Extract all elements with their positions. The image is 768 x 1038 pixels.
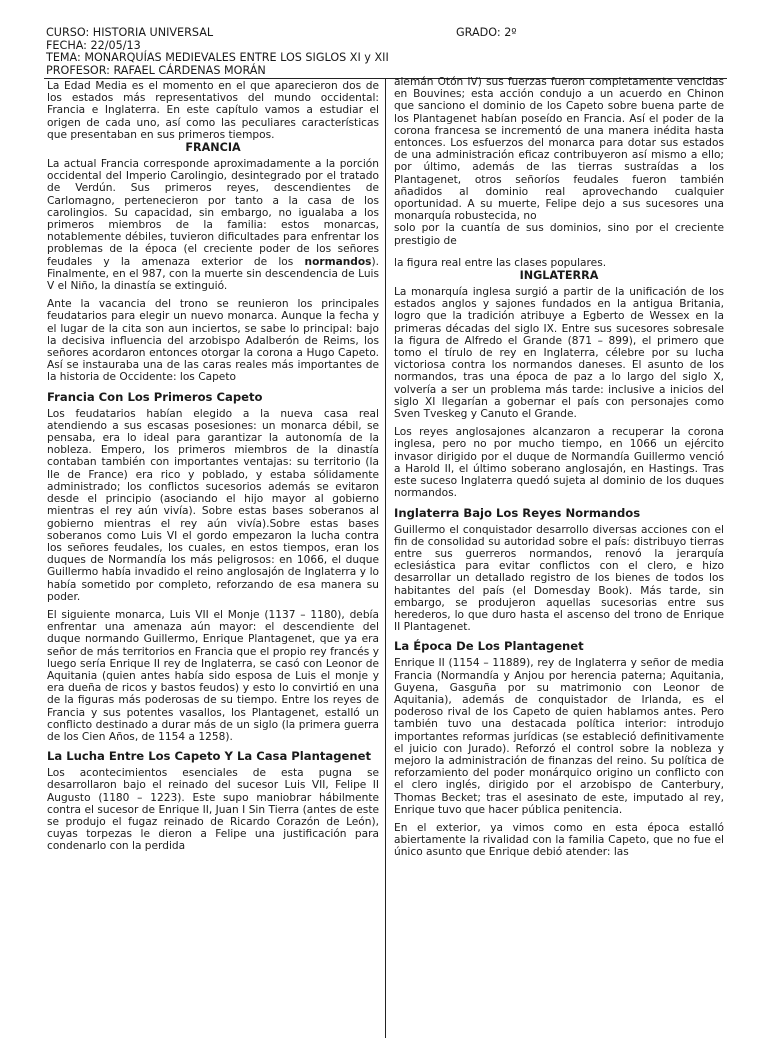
capeto-paragraph-2: El siguiente monarca, Luis VII el Monje (1137 – 1180), debía enfrentar una amenaza aún mayor: el descendiente del duque normando Guillermo, Enrique Plantagenet, que ya era señor de más territorios en Francia que el propio rey francés y luego sería Enrique II rey de Inglaterra, se casó con Leonor de Aquitania (quien antes había sido esposa de Luis el monje y era dueña de ricos y bastos feudos) y esto lo convirtió en una de la figuras más poderosas de su tiempo. Entre los reyes de Francia y sus potentes vasallos, los Plantagenet, estalló un conflicto destinado a durar más de un siglo (la primera guerra de los Cien Años, de 1154 a 1258). bbox=[47, 608, 379, 743]
teacher-line: PROFESOR: RAFAEL CÁRDENAS MORÁN bbox=[46, 63, 266, 77]
topic-line: TEMA: MONARQUÍAS MEDIEVALES ENTRE LOS SIGLOS XI y XII bbox=[46, 51, 389, 65]
left-column bbox=[47, 80, 379, 1020]
plantagenet-paragraph-2: En el exterior, ya vimos como en esta época estalló abiertamente la rivalidad con la familia Capeto, que no fue el único asunto que Enrique debió atender: las bbox=[394, 821, 724, 859]
document-header bbox=[46, 27, 722, 77]
grade-line: GRADO: 2º bbox=[456, 26, 517, 39]
plantagenet-paragraph-1: Enrique II (1154 – 11889), rey de Inglaterra y señor de media Francia (Normandía y Anjou por herencia paterna; Aquitania, Guyena, Gasguña por su matrimonio con Leonor de Aquitania), además de conquistador de Irlanda, es el poderoso rival de los Capeto de quien hablamos antes. Pero también tuvo una destacada política interior: introdujo importantes reformas jurídicas (se estableció definitivamente el juicio con Jurado). Reforzó el control sobre la nobleza y mejoro la administración de finanzas del reino. Su política de reforzamiento del poder monárquico origino un conflicto con el clero inglés, dirigido por el arzobispo de Canterbury, Thomas Becket; tras el asesinato de este, imputado al rey, Enrique tuvo que hacer pública penitencia. bbox=[394, 657, 724, 816]
francia-p1-bold: normandos bbox=[304, 255, 372, 268]
francia-paragraph-2: Ante la vacancia del trono se reunieron los principales feudatarios para elegir un nuevo monarca. Aunque la fecha y el lugar de la cita son aun inciertos, se sabe lo principal: bajo la decisiva influencia del arzobispo Adalberón de Reims, los señores acordaron entonces otorgar la corona a Hugo Capeto. Así se instauraba una de las caras reales más importantes de la historia de Occidente: los Capeto bbox=[47, 298, 379, 384]
capeto-paragraph-1: Los feudatarios habían elegido a la nueva casa real atendiendo a sus escasas posesiones: un monarca débil, se pensaba, era lo ideal para garantizar la autonomía de la nobleza. Empero, los primeros miembros de la dinastía contaban también con importantes ventajas: su territorio (la Ile de France) era rico y poblado, y estaba sólidamente administrado; los conflictos sucesorios además se evitaron desde el principio (asociando el hijo mayor al gobierno mientras el rey aún vivía). Sobre estas bases soberanos al gobierno mientras el rey aún vivía).Sobre estas bases soberanos como Luis VI el gordo empezaron la lucha contra los señores feudales, los cuales, en estos tiempos, eran los duques de Normandía los más peligrosos: en 1066, el duque Guillermo había invadido el reino anglosajón de Inglaterra y lo había sometido por completo, reforzando de esa manera su poder. bbox=[47, 407, 379, 603]
section-heading-lucha: La Lucha Entre Los Capeto Y La Casa Plantagenet bbox=[47, 749, 372, 764]
section-heading-capeto: Francia Con Los Primeros Capeto bbox=[47, 389, 263, 404]
course-line: CURSO: HISTORIA UNIVERSAL bbox=[46, 26, 214, 39]
date-line: FECHA: 22/05/13 bbox=[46, 38, 141, 52]
right-column bbox=[394, 76, 724, 1022]
continued-paragraph-2: solo por la cuantía de sus dominios, sino por el creciente prestigio de bbox=[394, 222, 724, 247]
section-heading-normandos: Inglaterra Bajo Los Reyes Normandos bbox=[394, 505, 641, 520]
continued-paragraph-1: alemán Otón IV) sus fuerzas fueron completamente vencidas en Bouvines; esta acción condujo a un acuerdo en Chinon que sanciono el dominio de los Capeto sobre buena parte de los Plantagenet habían poseído en Francia. Así el poder de la corona francesa se incrementó de una manera inédita hasta entonces. Los esfuerzos del monarca para dotar sus estados de una administración eficaz contribuyeron así mismo a ello; por último, además de las tierras sustraídas a los Plantagenet, otros señoríos feudales fueron también añadidos al dominio real aprovechando cualquier oportunidad. A su muerte, Felipe dejo a sus sucesores una monarquía robustecida, no bbox=[394, 76, 724, 223]
francia-p1-text-b: ). Finalmente, en el 987, con la muerte sin descendencia de Luis V el Niño, la dinastía se extinguió. bbox=[47, 255, 379, 293]
two-column-frame bbox=[44, 78, 727, 1038]
inglaterra-paragraph-1: La monarquía inglesa surgió a partir de la unificación de los estados anglos y sajones fundados en la antigua Britania, logro que la tradición atribuye a Egberto de Wessex en la primeras décadas del siglo IX. Entre sus sucesores sobresale la figura de Alfredo el Grande (871 – 899), el primero que tomo el tírulo de rey en Inglaterra, célebre por su lucha victoriosa contra los normandos daneses. El asunto de los normandos, tras una época de paz a lo largo del siglo X, volvería a ser un problema más tarde: inclusive a inicios del siglo XI llegarían a gobernar el país con personajes como Sven Tveskeg y Canuto el Grande. bbox=[394, 286, 724, 421]
blank-gap bbox=[394, 247, 724, 257]
francia-paragraph-1 bbox=[47, 158, 379, 292]
section-heading-inglaterra: INGLATERRA bbox=[519, 269, 599, 283]
normandos-paragraph-1: Guillermo el conquistador desarrollo diversas acciones con el fin de consolidad su autoridad sobre el país: distribuyo tierras entre sus guerreros normandos, renovó la jerarquía eclesiástica para evitar conflictos con el clero, e hizo desarrollar un detallado registro de los bienes de todos los habitantes del país (el Domesday Book). Más tarde, sin embargo, se produjeron aquellas sucesorias entre sus herederos, lo que duro hasta el ascenso del trono de Enrique II Plantagenet. bbox=[394, 523, 724, 634]
intro-paragraph: La Edad Media es el momento en el que aparecieron dos de los estados más representativos del mundo occidental: Francia e Inglaterra. En este capítulo vamos a estudiar el origen de cada uno, así como las peculiares características que presentaban en sus primeros tiempos. bbox=[47, 80, 379, 141]
column-divider bbox=[385, 78, 386, 1038]
francia-p1-text-a: La actual Francia corresponde aproximadamente a la porción occidental del Imperio Carolingio, desintegrado por el tratado de Verdún. Sus primeros reyes, descendientes de Carlomagno, pertenecieron por tanto a la casa de los carolingios. Su capacidad, sin embargo, no igualaba a los primeros miembros de la familia: estos monarcas, notablemente débiles, tuvieron dificultades para enfrentar los problemas de la época (el creciente poder de los señores feudales y la amenaza exterior de los bbox=[47, 158, 379, 268]
lucha-paragraph-1: Los acontecimientos esenciales de esta pugna se desarrollaron bajo el reinado del sucesor Luis VII, Felipe II Augusto (1180 – 1223). Este supo maniobrar hábilmente contra el sucesor de Enrique II, Juan I Sin Tierra (antes de este se produjo el fugaz reinado de Ricardo Corazón de León), cuyas torpezas le dieron a Felipe una justificación para condenarlo con la perdida bbox=[47, 767, 379, 853]
section-heading-plantagenet: La Época De Los Plantagenet bbox=[394, 639, 584, 654]
continued-paragraph-3: la figura real entre las clases populares. bbox=[394, 256, 607, 269]
inglaterra-paragraph-2: Los reyes anglosajones alcanzaron a recuperar la corona inglesa, pero no por mucho tiempo, en 1066 un ejército invasor dirigido por el duque de Normandía Guillermo venció a Harold II, el último soberano anglosajón, en Hastings. Tras este suceso Inglaterra quedó sujeta al dominio de los duques normandos. bbox=[394, 426, 724, 500]
section-heading-francia: FRANCIA bbox=[185, 141, 241, 155]
